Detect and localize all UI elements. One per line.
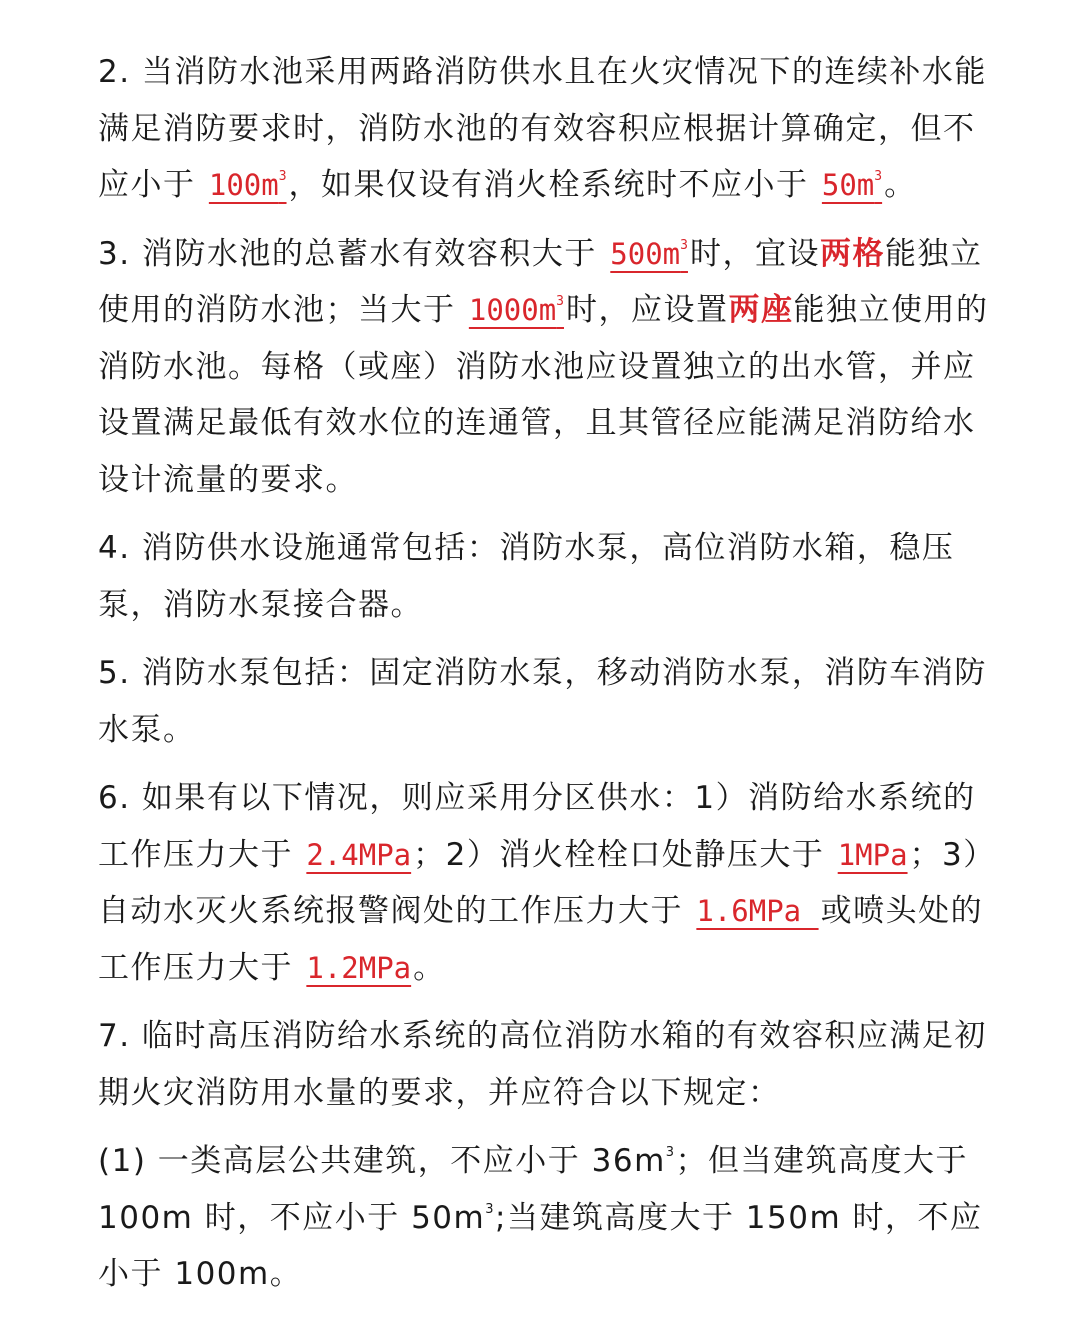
value-1-6mpa: 1.6MPa — [696, 894, 819, 928]
para-6-text-d: 或喷头处的工作压力大于 — [98, 893, 984, 986]
value-2-4mpa: 2.4MPa — [306, 837, 412, 872]
para-3-text-e: 能独立使用的消防水池。每格（或座）消防水池应设置独立的出水管，并应设置满足最低有效水位的连通管，且其管径应能满足消防给水设计流量的要求。 — [98, 292, 989, 498]
para-2-text-b: ，如果仅设有消火栓系统时不应小于 — [288, 167, 820, 203]
para-6-text-b: ；2）消火栓栓口处静压大于 — [413, 836, 836, 873]
highlight-two-cells: 两格 — [819, 235, 885, 272]
paragraph-6 — [98, 770, 998, 996]
para-3-text-c: 能独立使用的消防水池；当大于 — [98, 235, 983, 328]
value-50m3: $50m^3$ — [821, 168, 883, 202]
value-1000m3: $1000m^3$ — [468, 293, 564, 327]
para-7-1-text-c: ;当建筑高度大于 150m 时，不应小于 100m。 — [98, 1199, 983, 1292]
para-7-text: 7. 临时高压消防给水系统的高位消防水箱的有效容积应满足初期火灾消防用水量的要求，并应符合以下规定： — [98, 1018, 987, 1111]
document-body — [98, 44, 998, 1315]
paragraph-4 — [98, 520, 998, 633]
paragraph-2 — [98, 44, 998, 214]
para-5-text: 5. 消防水泵包括：固定消防水泵，移动消防水泵，消防车消防水泵。 — [98, 655, 987, 748]
para-3-text-d: 时，应设置 — [566, 292, 729, 328]
value-500m3: $500m^3$ — [610, 236, 688, 271]
value-1mpa: 1MPa — [837, 837, 908, 872]
paragraph-7-1 — [98, 1133, 998, 1303]
value-1-2mpa: 1.2MPa — [306, 950, 412, 985]
para-2-text-c: 。 — [884, 167, 917, 203]
highlight-two-tanks: 两座 — [728, 292, 794, 328]
paragraph-5 — [98, 645, 998, 758]
para-3-text-a: 3. 消防水池的总蓄水有效容积大于 — [98, 235, 609, 272]
para-6-text-c: ；3）自动水灭火系统报警阀处的工作压力大于 — [98, 836, 996, 929]
superscript-3: 3 — [665, 1145, 676, 1160]
value-100m3: $100m^3$ — [208, 168, 287, 202]
para-7-1-text-a: (1) 一类高层公共建筑，不应小于 36m — [98, 1143, 666, 1179]
superscript-3: 3 — [485, 1201, 495, 1217]
paragraph-7 — [98, 1008, 998, 1121]
para-4-text: 4. 消防供水设施通常包括：消防水泵，高位消防水箱，稳压泵，消防水泵接合器。 — [98, 530, 955, 623]
para-7-1-text-b: ；但当建筑高度大于 100m 时，不应小于 50m — [98, 1143, 969, 1236]
para-6-text-a: 6. 如果有以下情况，则应采用分区供水：1）消防给水系统的工作压力大于 — [98, 780, 976, 873]
paragraph-3 — [98, 226, 998, 509]
para-2-text-a: 2. 当消防水池采用两路消防供水且在火灾情况下的连续补水能满足消防要求时，消防水池的有效容积应根据计算确定，但不应小于 — [98, 54, 987, 203]
para-3-text-b: 时，宜设 — [689, 235, 820, 272]
para-6-text-e: 。 — [413, 949, 446, 986]
